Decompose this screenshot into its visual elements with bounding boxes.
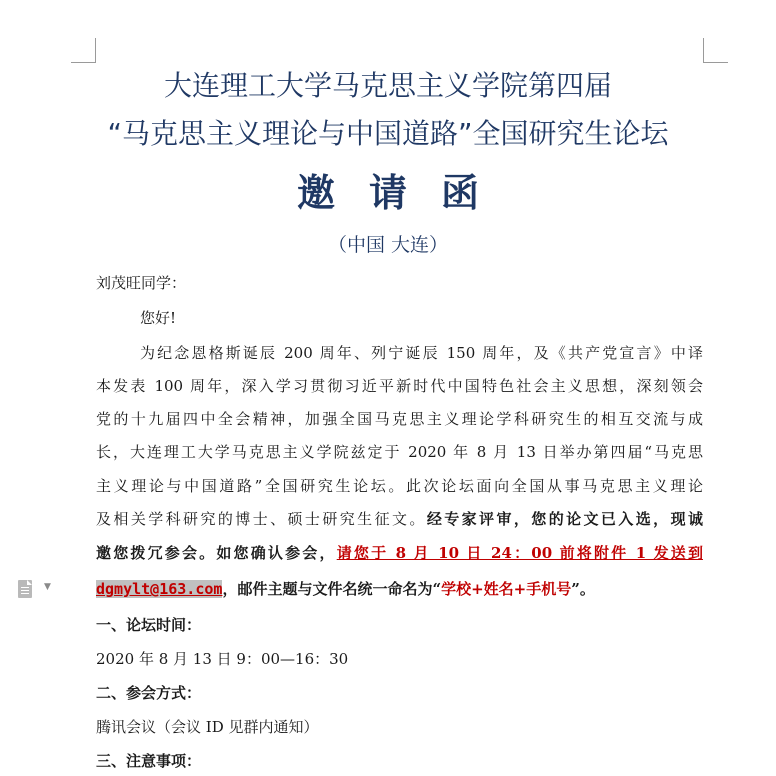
naming-rule-text: ，邮件主题与文件名统一命名为“ [222,580,442,598]
section-heading-time: 一、论坛时间： [96,616,202,634]
body-paragraph-line [96,509,703,529]
document-icon[interactable] [18,580,32,598]
section-heading-notes: 三、注意事项： [96,752,202,770]
section-heading-method: 二、参会方式： [96,684,202,702]
invitation-text: 邀您拨冗参会。如您确认参会， [96,544,337,562]
meeting-method: 腾讯会议（会议 ID 见群内通知） [96,718,319,736]
body-paragraph-line: 长，大连理工大学马克思主义学院兹定于 2020 年 8 月 13 日举办第四届“马克思 [96,443,703,461]
body-paragraph-line: 党的十九届四中全会精神，加强全国马克思主义理论学科研究生的相互交流与成 [96,410,703,428]
naming-rule-end: ”。 [571,580,595,598]
body-paragraph-line [96,543,703,563]
acceptance-text: 经专家评审，您的论文已入选，现诚 [426,510,703,528]
title-line-1: 大连理工大学马克思主义学院第四届 [163,69,612,102]
greeting: 您好! [140,309,177,327]
email-link[interactable]: dgmylt@163.com [96,580,223,598]
title-line-2: “马克思主义理论与中国道路”全国研究生论坛 [107,117,669,150]
salutation: 刘茂旺同学： [96,274,187,292]
body-paragraph-line: 本发表 100 周年，深入学习贯彻习近平新时代中国特色社会主义思想，深刻领会 [96,377,703,395]
location-subtitle: （中国 大连） [327,234,449,256]
deadline-instruction: 请您于 8 月 10 日 24：00 前将附件 1 发送到 [336,544,703,562]
body-text: 及相关学科研究的博士、硕士研究生征文。 [96,510,427,528]
page-corner-top-right [703,38,728,63]
forum-time: 2020 年 8 月 13 日 9：00—16：30 [96,650,349,668]
page-corner-top-left [71,38,96,63]
invitation-heading: 邀请函 [296,170,513,215]
chevron-down-icon[interactable]: ▼ [44,582,51,592]
body-paragraph-line [96,579,595,599]
naming-format: 学校+姓名+手机号 [441,580,572,598]
body-paragraph-line: 主义理论与中国道路”全国研究生论坛。此次论坛面向全国从事马克思主义理论 [96,477,703,495]
body-paragraph-line: 为纪念恩格斯诞辰 200 周年、列宁诞辰 150 周年，及《共产党宣言》中译 [140,344,703,362]
